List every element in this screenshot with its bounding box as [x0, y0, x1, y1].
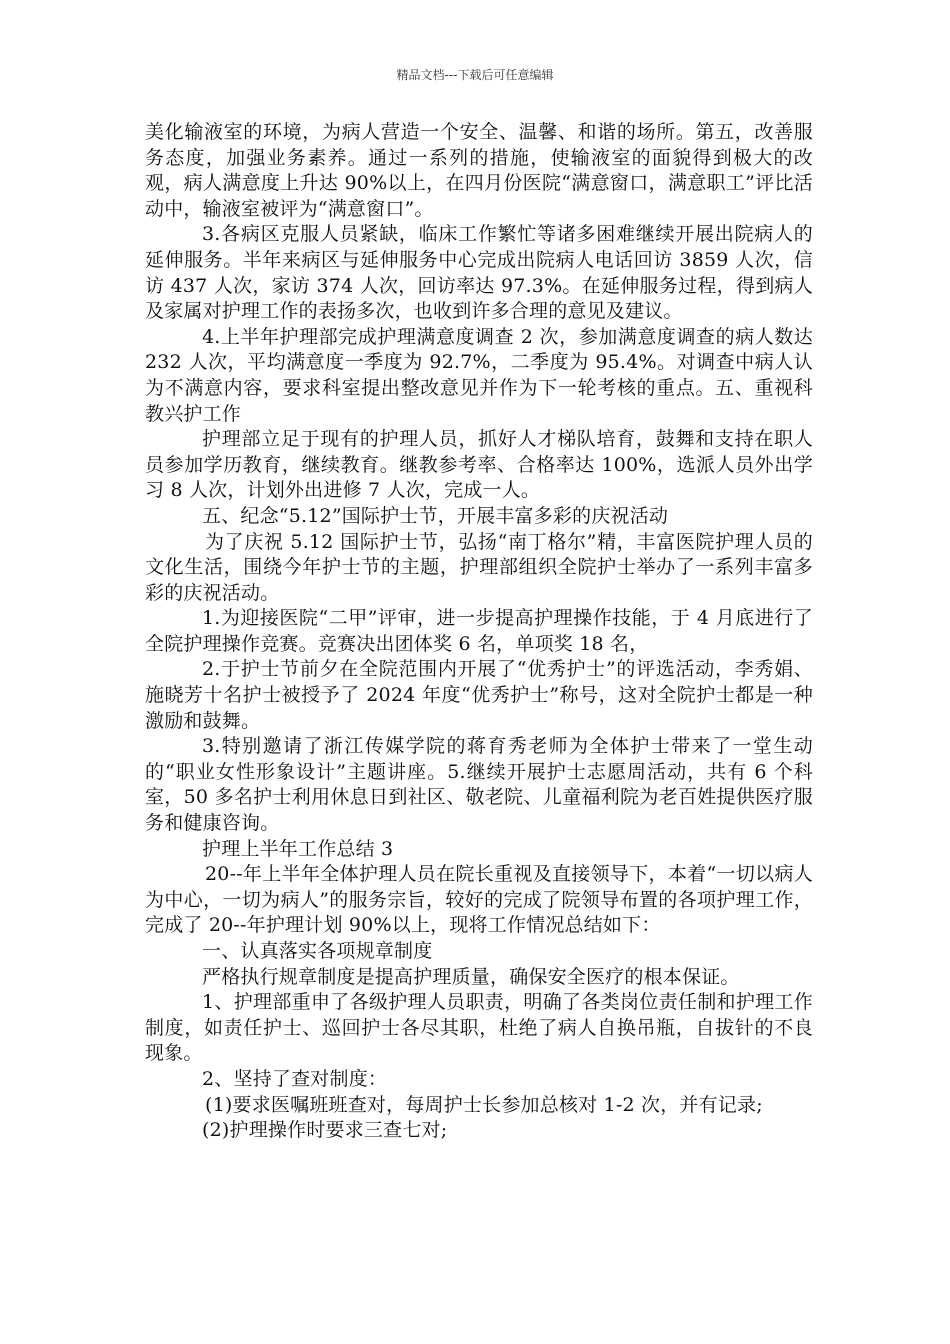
paragraph: 1、护理部重申了各级护理人员职责，明确了各类岗位责任制和护理工作制度，如责任护士、巡回护士各尽其职，杜绝了病人自换吊瓶，自拔针的不良现象。: [145, 991, 813, 1065]
paragraph: 4.上半年护理部完成护理满意度调查 2 次，参加满意度调查的病人数达 232 人次，平均满意度一季度为 92.7%，二季度为 95.4%。对调查中病人认为不满意内容，要求科室提出整改意见并作为下一轮考核的重点。五、重视科教兴护工作: [145, 325, 813, 425]
paragraph: (1)要求医嘱班班查对，每周护士长参加总核对 1-2 次，并有记录;: [205, 1093, 763, 1116]
paragraph: 20--年上半年全体护理人员在院长重视及直接领导下，本着“一切以病人为中心，一切为病人”的服务宗旨，较好的完成了院领导布置的各项护理工作，完成了 20--年护理计划 90%以上，现将工作情况总结如下：: [145, 863, 813, 937]
paragraph: 一、认真落实各项规章制度: [202, 940, 433, 962]
paragraph: 2、坚持了查对制度：: [202, 1067, 388, 1090]
paragraph: 为了庆祝 5.12 国际护士节，弘扬“南丁格尔”精，丰富医院护理人员的文化生活，围绕今年护士节的主题，护理部组织全院护士举办了一系列丰富多彩的庆祝活动。: [145, 530, 813, 604]
paragraph: 五、纪念“5.12”国际护士节，开展丰富多彩的庆祝活动: [202, 504, 669, 527]
document-body: [145, 120, 813, 1144]
paragraph: (2)护理操作时要求三查七对;: [202, 1119, 448, 1142]
paragraph: 护理部立足于现有的护理人员，抓好人才梯队培育，鼓舞和支持在职人员参加学历教育，继续教育。继教参考率、合格率达 100%，选派人员外出学习 8 人次，计划外出进修 7 人次，完成一人。: [145, 428, 813, 502]
paragraph: 严格执行规章制度是提高护理质量，确保安全医疗的根本保证。: [202, 965, 740, 988]
paragraph: 3.特别邀请了浙江传媒学院的蒋育秀老师为全体护士带来了一堂生动的“职业女性形象设计”主题讲座。5.继续开展护士志愿周活动，共有 6 个科室，50 多名护士利用休息日到社区、敬老院、儿童福利院为老百姓提供医疗服务和健康咨询。: [145, 735, 813, 835]
paragraph: 美化输液室的环境，为病人营造一个安全、温馨、和谐的场所。第五，改善服务态度，加强业务素养。通过一系列的措施，使输液室的面貌得到极大的改观，病人满意度上升达 90%以上，在四月份医院“满意窗口，满意职工”评比活动中，输液室被评为“满意窗口”。: [145, 121, 813, 220]
paragraph: 护理上半年工作总结 3: [202, 837, 394, 860]
paragraph: 3.各病区克服人员紧缺，临床工作繁忙等诸多困难继续开展出院病人的延伸服务。半年来病区与延伸服务中心完成出院病人电话回访 3859 人次，信访 437 人次，家访 374 人次，回访率达 97.3%。在延伸服务过程，得到病人及家属对护理工作的表扬多次，也收到许多合理的意见及建议。: [145, 223, 813, 323]
paragraph: 1.为迎接医院“二甲”评审，进一步提高护理操作技能，于 4 月底进行了全院护理操作竞赛。竞赛决出团体奖 6 名，单项奖 18 名，: [145, 607, 813, 655]
paragraph: 2.于护士节前夕在全院范围内开展了“优秀护士”的评选活动，李秀娟、施晓芳十名护士被授予了 2024 年度“优秀护士”称号，这对全院护士都是一种激励和鼓舞。: [145, 658, 813, 732]
page-header: 精品文档---下载后可任意编辑: [396, 68, 554, 82]
